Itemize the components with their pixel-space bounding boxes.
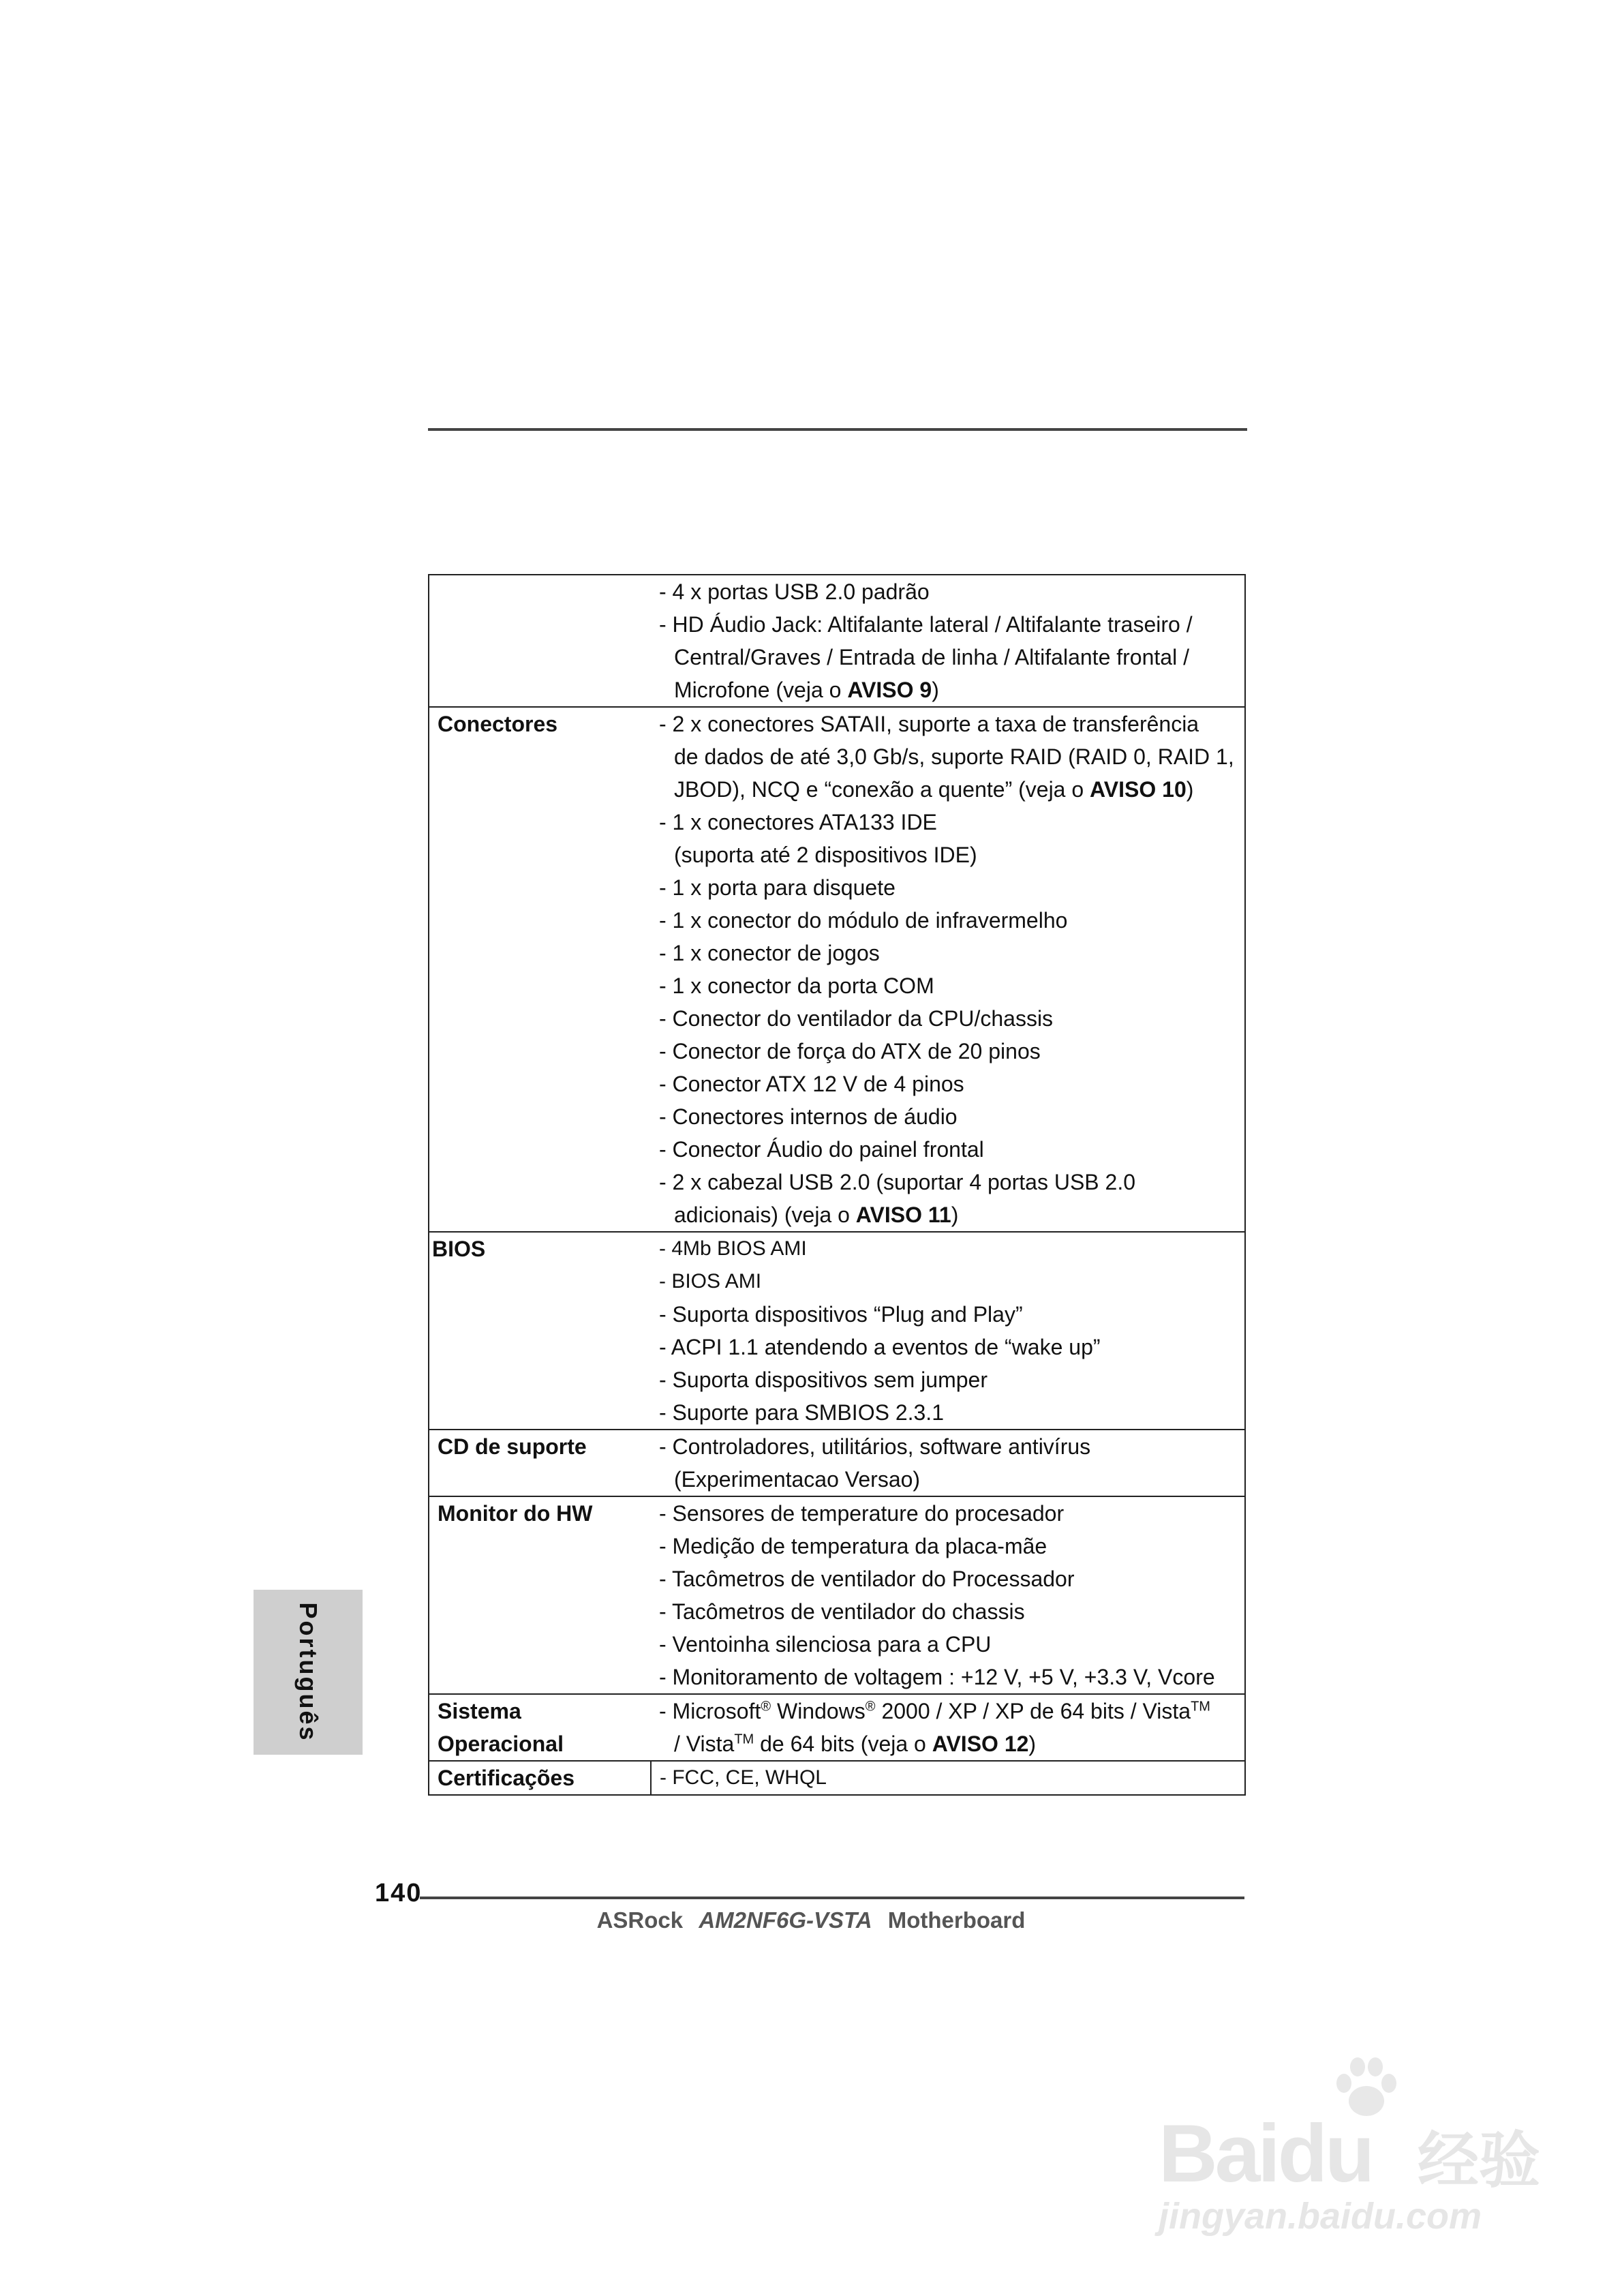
spec-line-text: 2000 / XP / XP de 64 bits / Vista bbox=[875, 1699, 1191, 1723]
spec-line-text: - Monitoramento de voltagem : +12 V, +5 V, +3.3 V, Vcore bbox=[659, 1665, 1215, 1689]
superscript-mark: ® bbox=[761, 1699, 771, 1715]
spec-line bbox=[659, 1497, 1238, 1530]
spec-line-text: - 4Mb BIOS AMI bbox=[659, 1237, 807, 1260]
spec-row bbox=[429, 707, 1245, 1232]
footer bbox=[0, 1907, 1622, 1933]
note-reference: AVISO 10 bbox=[1090, 777, 1187, 802]
spec-line bbox=[659, 806, 1238, 839]
watermark-service: 经验 bbox=[1418, 2127, 1540, 2195]
spec-line-text: - Suporta dispositivos sem jumper bbox=[659, 1368, 988, 1392]
spec-label bbox=[429, 707, 651, 1232]
spec-value bbox=[651, 707, 1245, 1232]
spec-line bbox=[659, 871, 1238, 904]
spec-line-text: - 4 x portas USB 2.0 padrão bbox=[659, 579, 930, 604]
page-number: 140 bbox=[375, 1879, 423, 1907]
spec-label-text: CD de suporte bbox=[438, 1434, 587, 1459]
spec-line-text-end: ) bbox=[1186, 777, 1194, 802]
spec-line bbox=[659, 1002, 1238, 1035]
spec-line-text: ) bbox=[1028, 1732, 1037, 1756]
spec-line bbox=[659, 1035, 1238, 1068]
spec-line-text: - 1 x conector da porta COM bbox=[659, 973, 934, 998]
spec-line-text: JBOD), NCQ e “conexão a quente” (veja o bbox=[674, 777, 1090, 802]
spec-row bbox=[429, 1496, 1245, 1694]
spec-line-text: (suporta até 2 dispositivos IDE) bbox=[674, 843, 977, 867]
spec-line-text: - Medição de temperatura da placa-mãe bbox=[659, 1534, 1047, 1558]
spec-row bbox=[429, 575, 1245, 707]
spec-line bbox=[659, 1363, 1238, 1396]
spec-line-text: adicionais) (veja o bbox=[674, 1203, 856, 1227]
spec-line-text: de dados de até 3,0 Gb/s, suporte RAID (RAID 0, RAID 1, bbox=[674, 744, 1234, 769]
spec-line bbox=[660, 1762, 1238, 1794]
spec-line-text: - FCC, CE, WHQL bbox=[660, 1766, 827, 1789]
spec-row bbox=[429, 1430, 1245, 1496]
spec-label bbox=[429, 1496, 651, 1694]
footer-product: Motherboard bbox=[887, 1907, 1026, 1933]
spec-line-text: - Conector Áudio do painel frontal bbox=[659, 1137, 984, 1162]
spec-line-text: - Conector do ventilador da CPU/chassis bbox=[659, 1006, 1054, 1031]
spec-line-text: - Suporte para SMBIOS 2.3.1 bbox=[659, 1400, 944, 1425]
spec-line-text: - Conector ATX 12 V de 4 pinos bbox=[659, 1072, 964, 1096]
spec-line bbox=[659, 641, 1238, 674]
spec-line bbox=[659, 708, 1238, 740]
spec-line bbox=[659, 1100, 1238, 1133]
spec-line bbox=[659, 1331, 1238, 1363]
spec-line bbox=[659, 1068, 1238, 1100]
spec-line bbox=[659, 1595, 1238, 1628]
spec-label-text: Conectores bbox=[438, 712, 558, 736]
spec-row bbox=[429, 1694, 1245, 1761]
spec-label bbox=[429, 575, 651, 707]
spec-row bbox=[429, 1232, 1245, 1430]
spec-table-body bbox=[429, 575, 1245, 1795]
spec-line-text: - 1 x conectores ATA133 IDE bbox=[659, 810, 937, 834]
spec-line-text: - Tacômetros de ventilador do chassis bbox=[659, 1599, 1025, 1624]
spec-label bbox=[429, 1232, 651, 1430]
language-label: Português bbox=[294, 1602, 322, 1742]
footer-brand: ASRock bbox=[596, 1907, 684, 1933]
spec-value bbox=[651, 1430, 1245, 1496]
top-rule bbox=[428, 428, 1247, 431]
spec-line-text: - Tacômetros de ventilador do Processador bbox=[659, 1567, 1075, 1591]
baidu-jingyan-watermark bbox=[1145, 2052, 1547, 2250]
spec-line bbox=[659, 1530, 1238, 1562]
spec-line-text: Windows bbox=[771, 1699, 866, 1723]
spec-line-text: - ACPI 1.1 atendendo a eventos de “wake up” bbox=[659, 1335, 1101, 1359]
spec-line-text: - Microsoft bbox=[659, 1699, 761, 1723]
spec-line-text: - 1 x conector de jogos bbox=[659, 941, 880, 965]
spec-line-text: / Vista bbox=[674, 1732, 735, 1756]
spec-line bbox=[659, 674, 1238, 706]
spec-line-text: Microfone (veja o bbox=[674, 678, 848, 702]
spec-label-text: Certificações bbox=[438, 1766, 575, 1790]
note-reference: AVISO 11 bbox=[855, 1203, 951, 1227]
spec-line bbox=[659, 1628, 1238, 1661]
spec-line bbox=[659, 1661, 1238, 1693]
note-reference: AVISO 12 bbox=[932, 1732, 1029, 1756]
spec-line bbox=[659, 937, 1238, 969]
spec-row bbox=[429, 1761, 1245, 1795]
spec-line-text: - Conectores internos de áudio bbox=[659, 1104, 958, 1129]
spec-line-text: - Suporta dispositivos “Plug and Play” bbox=[659, 1302, 1023, 1327]
spec-line bbox=[659, 1265, 1238, 1298]
footer-model: AM2NF6G-VSTA bbox=[699, 1907, 872, 1933]
spec-label bbox=[429, 1430, 651, 1496]
spec-line-text-end: ) bbox=[932, 678, 939, 702]
spec-value bbox=[651, 1496, 1245, 1694]
spec-label-text: Sistema bbox=[438, 1699, 521, 1723]
spec-line bbox=[659, 1298, 1238, 1331]
spec-line bbox=[659, 1430, 1238, 1463]
spec-line bbox=[659, 1727, 1238, 1760]
superscript-mark: ® bbox=[865, 1699, 876, 1715]
spec-line-text-end: ) bbox=[951, 1203, 959, 1227]
spec-line-text: (Experimentacao Versao) bbox=[674, 1467, 921, 1492]
spec-line-text: - 2 x cabezal USB 2.0 (suportar 4 portas USB 2.0 bbox=[659, 1170, 1135, 1194]
spec-line bbox=[659, 740, 1238, 773]
spec-line-text: - Conector de força do ATX de 20 pinos bbox=[659, 1039, 1041, 1063]
spec-value bbox=[651, 1761, 1245, 1795]
spec-line bbox=[659, 773, 1238, 806]
spec-line bbox=[659, 1233, 1238, 1265]
spec-line bbox=[659, 1695, 1238, 1727]
spec-line bbox=[659, 969, 1238, 1002]
spec-line-text: - 2 x conectores SATAII, suporte a taxa de transferência bbox=[659, 712, 1199, 736]
superscript-mark: TM bbox=[1191, 1699, 1210, 1715]
spec-line-text: - Sensores de temperature do procesador bbox=[659, 1501, 1065, 1526]
spec-line bbox=[659, 1133, 1238, 1166]
watermark-brand: Baidu bbox=[1159, 2108, 1373, 2199]
spec-line-text: Central/Graves / Entrada de linha / Altifalante frontal / bbox=[674, 645, 1189, 669]
spec-label bbox=[429, 1694, 651, 1761]
bottom-rule bbox=[420, 1897, 1244, 1899]
spec-line bbox=[659, 1562, 1238, 1595]
spec-line-text: - HD Áudio Jack: Altifalante lateral / Altifalante traseiro / bbox=[659, 612, 1193, 637]
spec-line bbox=[659, 608, 1238, 641]
spec-line bbox=[659, 839, 1238, 871]
spec-value bbox=[651, 1232, 1245, 1430]
language-side-tab bbox=[254, 1590, 363, 1755]
spec-line bbox=[659, 1166, 1238, 1198]
spec-label-text-2: Operacional bbox=[438, 1732, 564, 1756]
spec-label bbox=[429, 1761, 651, 1795]
spec-line-text: - Controladores, utilitários, software antivírus bbox=[659, 1434, 1091, 1459]
spec-label-text: BIOS bbox=[432, 1237, 486, 1261]
spec-line-text: - Ventoinha silenciosa para a CPU bbox=[659, 1632, 992, 1657]
spec-line-text: - 1 x porta para disquete bbox=[659, 875, 896, 900]
superscript-mark: TM bbox=[734, 1732, 754, 1747]
spec-line bbox=[659, 1198, 1238, 1231]
spec-line bbox=[659, 575, 1238, 608]
spec-value bbox=[651, 1694, 1245, 1761]
spec-label-text: Monitor do HW bbox=[438, 1501, 593, 1526]
spec-line-text: de 64 bits (veja o bbox=[754, 1732, 932, 1756]
spec-line-text: - BIOS AMI bbox=[659, 1270, 762, 1293]
spec-line bbox=[659, 1396, 1238, 1429]
spec-value bbox=[651, 575, 1245, 707]
note-reference: AVISO 9 bbox=[847, 678, 932, 702]
spec-table bbox=[428, 574, 1246, 1796]
spec-line bbox=[659, 1463, 1238, 1496]
spec-line bbox=[659, 904, 1238, 937]
watermark-url: jingyan.baidu.com bbox=[1159, 2196, 1482, 2237]
spec-line-text: - 1 x conector do módulo de infravermelho bbox=[659, 908, 1068, 933]
